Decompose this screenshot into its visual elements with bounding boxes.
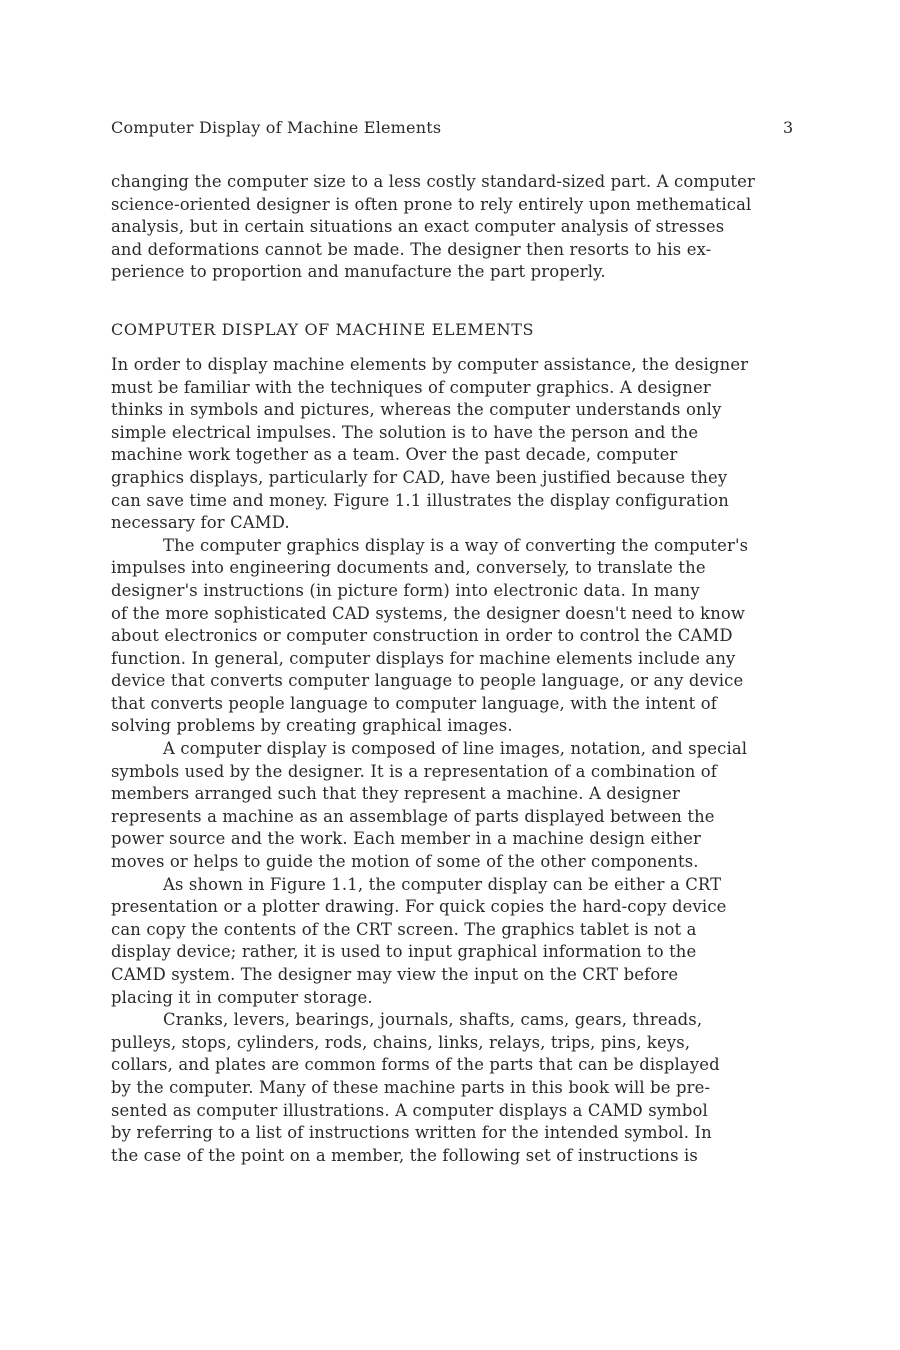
body-paragraph: A computer display is composed of line images, notation, and special symbols used by the designer. It is a representation of a combination of members arranged such that they represent a machine. A designer represents a machine as an assemblage of parts displayed between the power source and the work. Each member in a machine design either moves or helps to guide the motion of some of the other components.	[111, 739, 748, 872]
page-number: 3	[783, 118, 794, 137]
book-page	[111, 112, 821, 1167]
body-paragraph: The computer graphics display is a way of converting the computer's impulses into engineering documents and, conversely, to translate the designer's instructions (in picture form) into electronic data. In many of the more sophisticated CAD systems, the designer doesn't need to know about electronics or computer construction in order to control the CAMD function. In general, computer displays for machine elements include any device that converts computer language to people language, or any device that converts people language to computer language, with the intent of solving problems by creating graphical images.	[111, 535, 749, 736]
section-heading: COMPUTER DISPLAY OF MACHINE ELEMENTS	[111, 319, 535, 339]
body-paragraph: In order to display machine elements by computer assistance, the designer must be familiar with the techniques of computer graphics. A designer thinks in symbols and pictures, whereas the computer understands only simple electrical impulses. The solution is to have the person and the machine work together as a team. Over the past decade, computer graphics displays, particularly for CAD, have been justified because they can save time and money. Figure 1.1 illustrates the display configuration necessary for CAMD.	[111, 354, 749, 533]
running-title: Computer Display of Machine Elements	[111, 118, 442, 137]
body-paragraph: Cranks, levers, bearings, journals, shafts, cams, gears, threads, pulleys, stops, cylinders, rods, chains, links, relays, trips, pins, keys, collars, and plates are common forms of the parts that can be displayed by the computer. Many of these machine parts in this book will be pre- sented as computer illustrations. A computer displays a CAMD symbol by referring to a list of instructions written for the intended symbol. In the case of the point on a member, the following set of instructions is	[111, 1010, 720, 1165]
running-header	[111, 112, 821, 142]
body-paragraph: As shown in Figure 1.1, the computer display can be either a CRT presentation or a plotter drawing. For quick copies the hard-copy device can copy the contents of the CRT screen. The graphics tablet is not a display device; rather, it is used to input graphical information to the CAMD system. The designer may view the input on the CRT before placing it in computer storage.	[111, 874, 727, 1007]
carry-over-paragraph: changing the computer size to a less costly standard-sized part. A computer science-oriented designer is often prone to rely entirely upon methematical analysis, but in certain situations an exact computer analysis of stresses and deformations cannot be made. The designer then resorts to his ex- perience to proportion and manufacture the part properly.	[111, 172, 755, 282]
